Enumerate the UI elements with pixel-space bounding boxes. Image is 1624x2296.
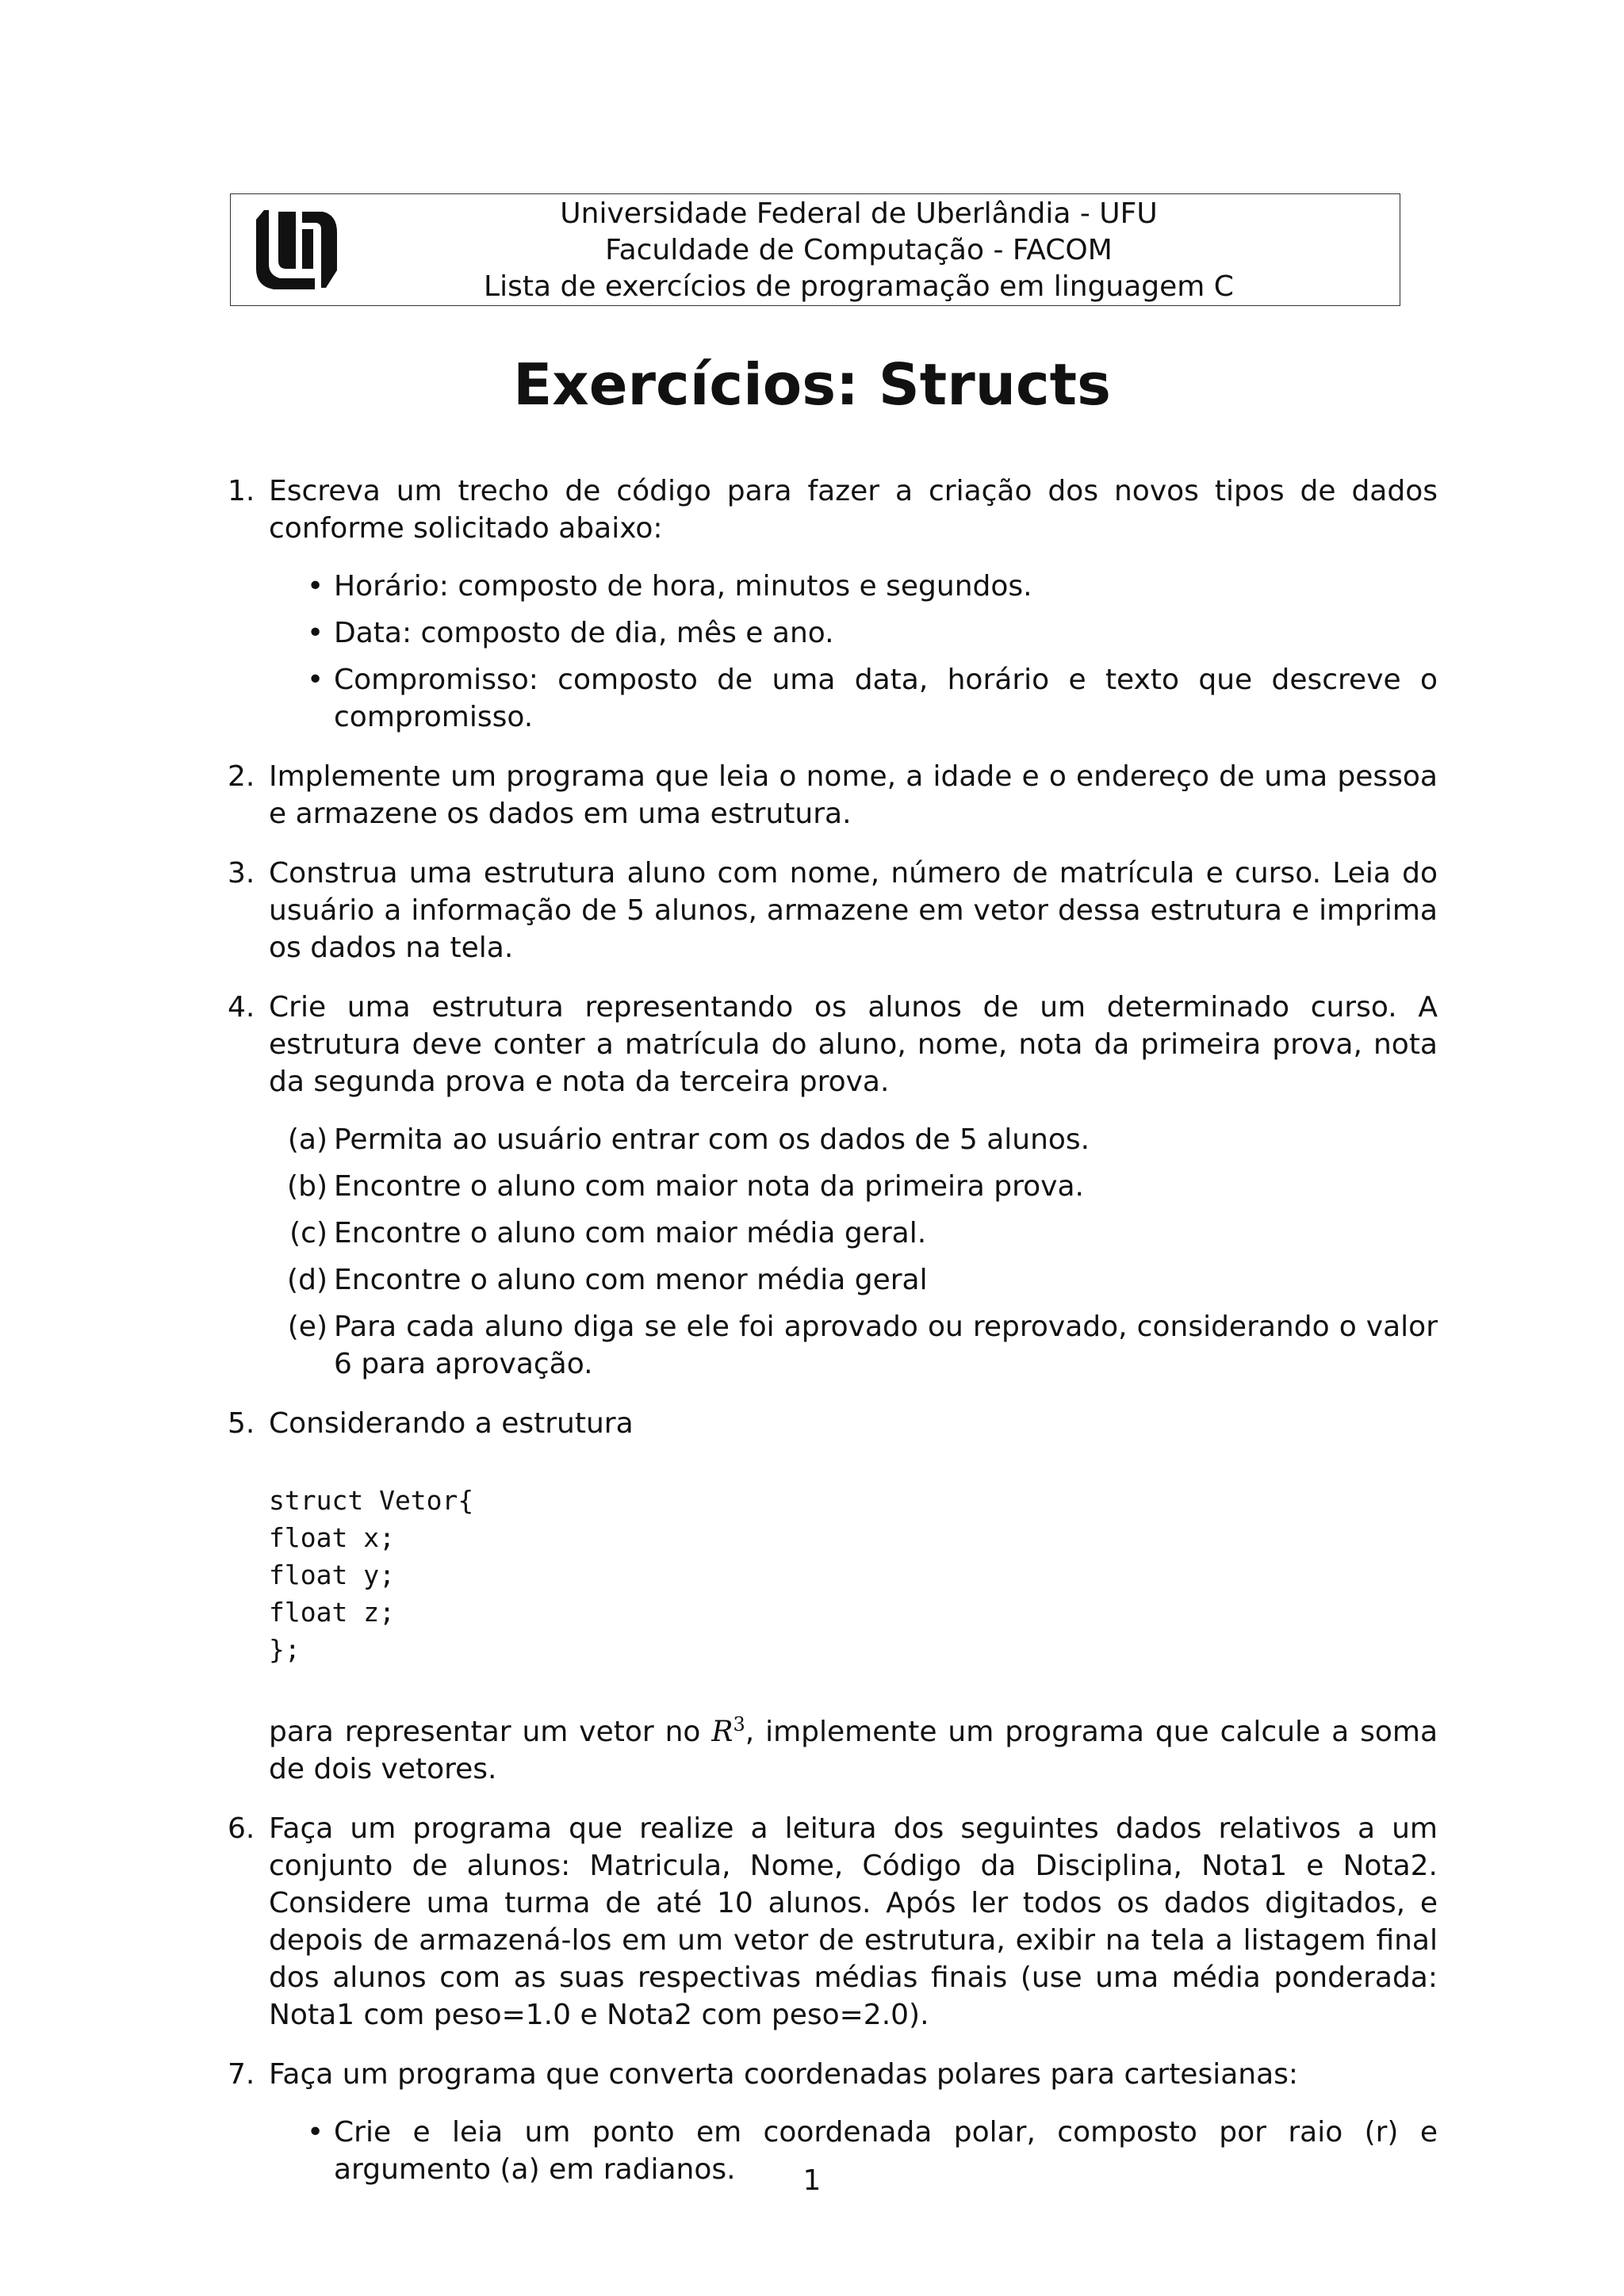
- exercise-number: 5.: [228, 1407, 255, 1440]
- exercise-1: [228, 473, 1438, 736]
- exercise-5: [228, 1405, 1438, 1788]
- header-box: [230, 193, 1400, 306]
- item-label: (d): [287, 1264, 327, 1296]
- bullet-list: [269, 568, 1438, 736]
- item-label: (b): [287, 1170, 327, 1203]
- exercise-number: 1.: [228, 475, 255, 507]
- item-label: (a): [287, 1123, 327, 1156]
- exercise-text: Construa uma estrutura aluno com nome, número de matrícula e curso. Leia do usuário a informação de 5 alunos, armazene em vetor dessa estrutura e imprima os dados na tela.: [269, 857, 1438, 964]
- exercise-text: Faça um programa que converta coordenadas polares para cartesianas:: [269, 2058, 1299, 2091]
- exercise-number: 4.: [228, 991, 255, 1024]
- bullet-item: • Horário: composto de hora, minutos e segundos.: [269, 568, 1438, 605]
- bullet-icon: •: [307, 570, 324, 603]
- university-name: Universidade Federal de Uberlândia - UFU: [560, 197, 1158, 230]
- list-item: (c) Encontre o aluno com maior média geral.: [269, 1215, 1438, 1252]
- page-number: 1: [802, 2164, 822, 2197]
- bullet-icon: •: [307, 2116, 324, 2149]
- exercise-number: 6.: [228, 1812, 255, 1845]
- bullet-icon: •: [307, 664, 324, 696]
- code-block: struct Vetor{ float x; float y; float z; };: [269, 1485, 474, 1665]
- exercise-text: Escreva um trecho de código para fazer a criação dos novos tipos de dados conforme solicitado abaixo:: [269, 475, 1438, 545]
- list-item: (a) Permita ao usuário entrar com os dados de 5 alunos.: [269, 1121, 1438, 1158]
- bullet-icon: •: [307, 617, 324, 649]
- item-label: (c): [289, 1217, 327, 1249]
- math-r3: $R^3$: [711, 1713, 745, 1748]
- list-item: (b) Encontre o aluno com maior nota da primeira prova.: [269, 1168, 1438, 1205]
- exercise-text-continued: para representar um vetor no $R^3$, implemente um programa que calcule a soma de dois vetores.: [269, 1713, 1438, 1785]
- bullet-item: • Crie e leia um ponto em coordenada polar, composto por raio (r) e argumento (a) em radianos.: [269, 2114, 1438, 2188]
- lettered-list: [269, 1121, 1438, 1383]
- exercise-text: Faça um programa que realize a leitura dos seguintes dados relativos a um conjunto de alunos: Matricula, Nome, Código da Disciplina, Nota1 e Nota2. Considere uma turma de até 10 alunos. Após ler todos os dados digitados, e depois de armazená-los em um vetor de estrutura, exibir na tela a listagem final dos alunos com as suas respectivas médias finais (use uma média ponderada: Nota1 com peso=1.0 e Nota2 com peso=2.0).: [269, 1812, 1438, 2031]
- list-item: (e) Para cada aluno diga se ele foi aprovado ou reprovado, considerando o valor 6 para aprovação.: [269, 1308, 1438, 1383]
- exercise-3: [228, 855, 1438, 966]
- list-item: (d) Encontre o aluno com menor média geral: [269, 1261, 1438, 1299]
- bullet-item: • Compromisso: composto de uma data, horário e texto que descreve o compromisso.: [269, 661, 1438, 736]
- exercise-6: [228, 1810, 1438, 2034]
- exercise-number: 2.: [228, 760, 255, 793]
- exercise-2: [228, 758, 1438, 832]
- exercise-4: [228, 989, 1438, 1383]
- page-title: Exercícios: Structs: [513, 351, 1111, 418]
- faculty-name: Faculdade de Computação - FACOM: [605, 234, 1113, 266]
- exercise-number: 3.: [228, 857, 255, 890]
- exercise-text: Implemente um programa que leia o nome, a idade e o endereço de uma pessoa e armazene os dados em uma estrutura.: [269, 760, 1438, 830]
- list-description: Lista de exercícios de programação em linguagem C: [484, 270, 1234, 303]
- bullet-item: • Data: composto de dia, mês e ano.: [269, 614, 1438, 652]
- item-label: (e): [287, 1311, 327, 1343]
- exercise-text: Crie uma estrutura representando os alunos de um determinado curso. A estrutura deve conter a matrícula do aluno, nome, nota da primeira prova, nota da segunda prova e nota da terceira prova.: [269, 991, 1438, 1098]
- exercise-list: [228, 473, 1438, 2210]
- exercise-text: Considerando a estrutura: [269, 1407, 634, 1440]
- exercise-number: 7.: [228, 2058, 255, 2091]
